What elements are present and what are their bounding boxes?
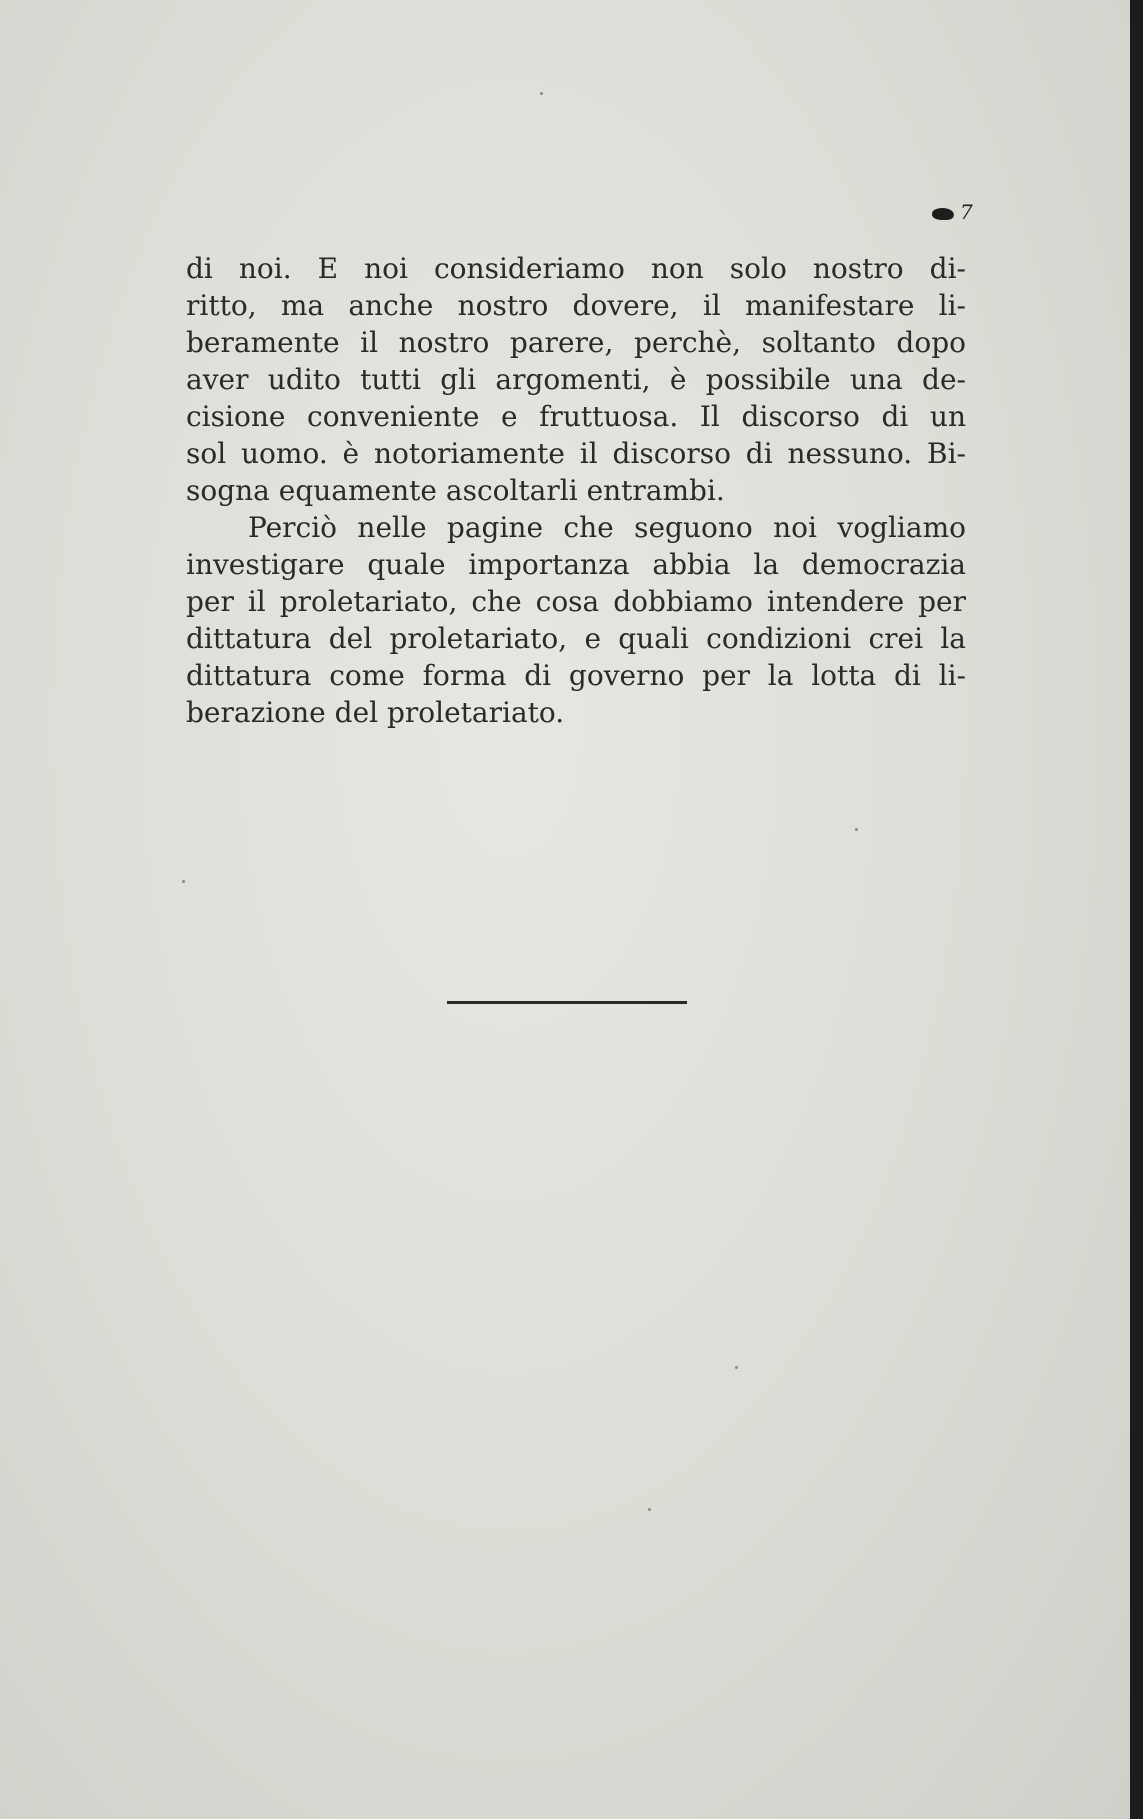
text-line: per il proletariato, che cosa dobbiamo intendere per [186, 585, 966, 618]
text-line: sogna equamente ascoltarli entrambi. [186, 474, 725, 507]
text-line: cisione conveniente e fruttuosa. Il discorso di un [186, 400, 966, 433]
text-line: investigare quale importanza abbia la democrazia [186, 548, 966, 581]
text-line: ritto, ma anche nostro dovere, il manifestare li- [186, 289, 966, 322]
page-number-text: 7 [960, 200, 972, 224]
text-line: Perciò nelle pagine che seguono noi vogliamo [248, 511, 966, 544]
paper-speck [648, 1508, 651, 1511]
paper-speck [735, 1366, 738, 1369]
paper-speck [855, 828, 858, 831]
text-line: beramente il nostro parere, perchè, soltanto dopo [186, 326, 966, 359]
section-divider [447, 1001, 687, 1004]
text-line: di noi. E noi consideriamo non solo nostro di- [186, 252, 966, 285]
paper-speck [182, 880, 185, 883]
text-line: dittatura del proletariato, e quali condizioni crei la [186, 622, 966, 655]
body-text [186, 250, 966, 731]
paper-speck [540, 92, 543, 95]
text-line: sol uomo. è notoriamente il discorso di nessuno. Bi- [186, 437, 966, 470]
text-line: berazione del proletariato. [186, 696, 565, 729]
page-number [932, 197, 982, 227]
text-line: dittatura come forma di governo per la lotta di li- [186, 659, 966, 692]
text-line: aver udito tutti gli argomenti, è possibile una de- [186, 363, 966, 396]
ornament-icon [931, 208, 955, 220]
